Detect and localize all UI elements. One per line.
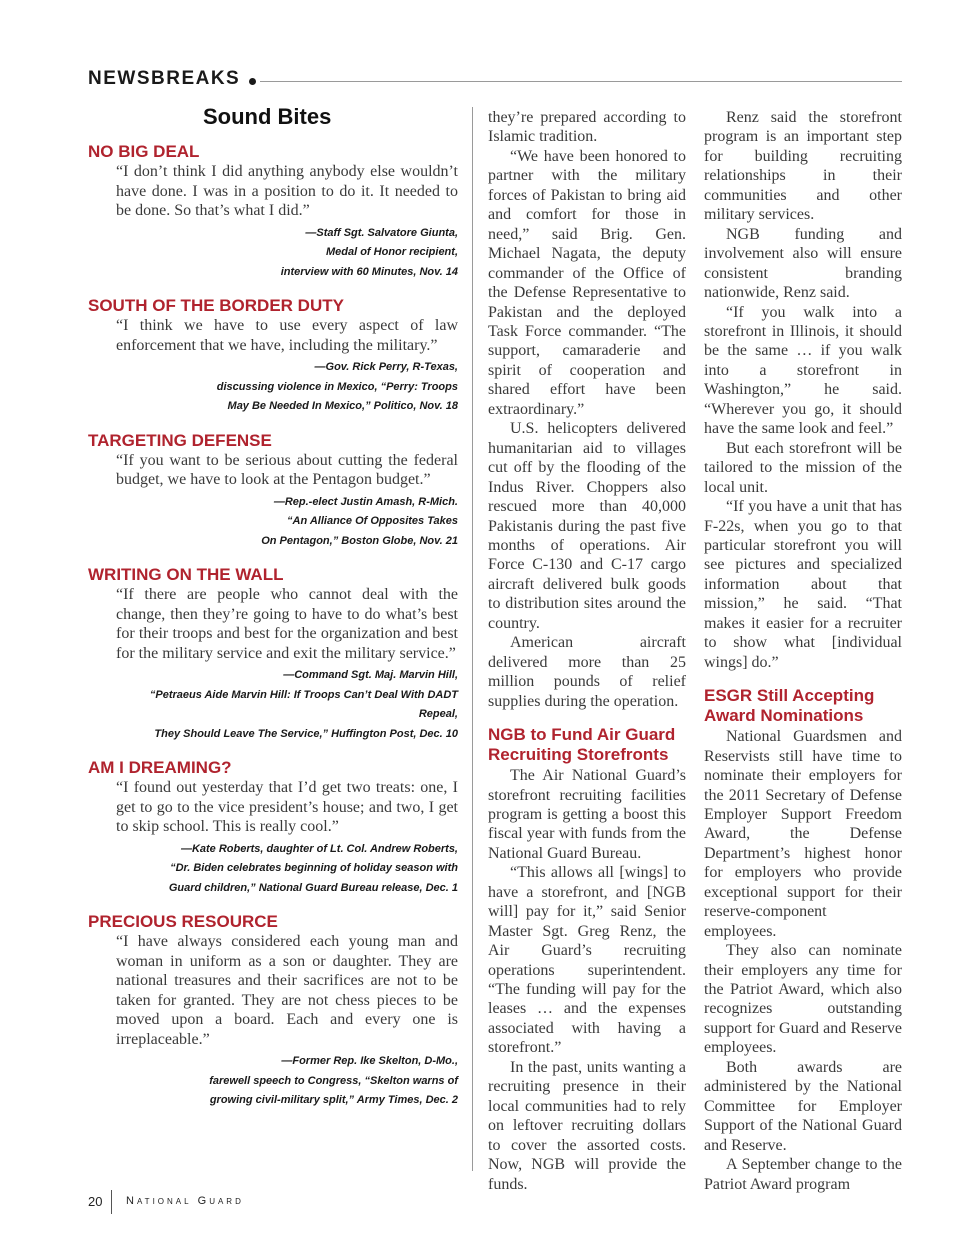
attribution-line: —Former Rep. Ike Skelton, D-Mo., — [281, 1055, 458, 1067]
attribution-line: On Pentagon,” Boston Globe, Nov. 21 — [261, 534, 458, 547]
sound-bite — [88, 431, 458, 552]
attribution-line: interview with 60 Minutes, Nov. 14 — [280, 265, 458, 278]
article-heading-storefronts: NGB to Fund Air Guard Recruiting Storefronts — [488, 725, 676, 764]
paragraph: But each storefront will be tailored to the mission of the local unit. — [704, 439, 902, 496]
sound-bite — [88, 296, 458, 417]
sound-bite — [88, 142, 458, 282]
bite-attribution — [116, 666, 458, 744]
attribution-line: They Should Leave The Service,” Huffington Post, Dec. 10 — [154, 727, 458, 740]
article-heading-esgr: ESGR Still Accepting Award Nominations — [704, 686, 875, 725]
footer-divider — [111, 1190, 112, 1214]
pakistan-article-continued — [488, 108, 686, 711]
paragraph: they’re prepared according to Islamic tradition. — [488, 109, 686, 146]
bite-quote: “I don’t think I did anything anybody else wouldn’t have done. I was in a position to do it. It needed to be done. So that’s what I did.” — [116, 163, 458, 219]
attribution-line: farewell speech to Congress, “Skelton warns of — [209, 1074, 458, 1087]
bite-heading: PRECIOUS RESOURCE — [88, 912, 278, 931]
paragraph: “This allows all [wings] to have a storefront, and [NGB will] pay for it,” said Senior Master Sgt. Greg Renz, the Air Guard’s recruiting operations superintendent. “The funding will pay for the leases … and the expenses associated with having a storefront.” — [488, 864, 686, 1057]
bite-heading: SOUTH OF THE BORDER DUTY — [88, 296, 344, 315]
publication-name: National Guard — [126, 1195, 244, 1207]
paragraph: NGB funding and involvement also will ensure consistent branding nationwide, Renz said. — [704, 225, 902, 302]
bite-quote: “I have always considered each young man and woman in uniform as a son or daughter. They are national treasures and their sacrifices are not to be taken for granted. They are not chess pieces to be moved upon a board. Each and every one is irreplaceable.” — [116, 933, 458, 1048]
bite-quote: “If you want to be serious about cutting the federal budget, we have to look at the Pentagon budget.” — [116, 451, 458, 488]
paragraph: American aircraft delivered more than 25 million pounds of relief supplies during the operation. — [488, 634, 686, 710]
attribution-line: —Kate Roberts, daughter of Lt. Col. Andrew Roberts, — [180, 842, 458, 855]
bite-attribution — [116, 493, 458, 552]
bite-attribution — [116, 1052, 458, 1111]
paragraph: U.S. helicopters delivered humanitarian aid to villages cut off by the flooding of the Indus River. Choppers also rescued more than 40,000 Pakistanis during the past five months of operations. Air Force C-130 and C-17 cargo aircraft delivered bulk goods to distribution sites around the country. — [488, 420, 686, 632]
sidebar-title: Sound Bites — [203, 104, 332, 129]
sound-bites-sidebar — [88, 104, 458, 1111]
paragraph: Renz said the storefront program is an important step for building recruiting relationships in their communities and other military services. — [704, 109, 902, 224]
storefronts-article-continued — [704, 108, 902, 672]
header-divider — [260, 81, 902, 82]
bite-attribution — [116, 358, 458, 417]
attribution-line: —Staff Sgt. Salvatore Giunta, — [305, 226, 458, 239]
bite-attribution — [116, 224, 458, 283]
attribution-line: —Rep.-elect Justin Amash, R-Mich. — [273, 495, 458, 508]
bite-heading: AM I DREAMING? — [88, 758, 232, 777]
column-divider — [472, 107, 473, 1171]
paragraph: They also can nominate their employers any time for the Patriot Award, which also recognizes outstanding support for Guard and Reserve employees. — [704, 942, 902, 1057]
bite-heading: TARGETING DEFENSE — [88, 430, 272, 450]
bite-quote: “I found out yesterday that I’d get two treats: one, I get to go to the vice president’s house; and two, I get to skip school. This is really cool.” — [116, 779, 458, 835]
paragraph: National Guardsmen and Reservists still have time to nominate their employers for the 2011 Secretary of Defense Employer Support Freedom Award, the Defense Department’s highest honor for employers who provide exceptional support for their reserve-component employees. — [704, 728, 902, 940]
attribution-line: Guard children,” National Guard Bureau release, Dec. 1 — [168, 881, 458, 894]
bullet-icon — [249, 78, 256, 85]
paragraph: “If you have a unit that has F-22s, when you go to that particular storefront you will see pictures and specialized information about that mission,” he said. “That makes it easier for a recruiter to show what [individual wings] do.” — [704, 498, 902, 671]
sound-bite — [88, 758, 458, 898]
paragraph: The Air National Guard’s storefront recruiting facilities program is getting a boost this fiscal year with funds from the National Guard Bureau. — [488, 767, 686, 862]
storefronts-article-body — [488, 766, 686, 1194]
paragraph: In the past, units wanting a recruiting presence in their local communities had to rely on leftover recruiting dollars to cover the assorted costs. Now, NGB will provide the funds. — [488, 1058, 686, 1193]
right-column — [704, 108, 902, 1194]
bite-quote: “I think we have to use every aspect of law enforcement that we have, including the military.” — [116, 317, 458, 354]
paragraph: “We have been honored to partner with the military forces of Pakistan to bring aid and comfort for those in need,” said Brig. Gen. Michael Nagata, the deputy commander of the Office of the Defense Representative to Pakistan and the deployed Task Force commander. “The support, camaraderie and spirit of cooperation and shared effort have been extraordinary.” — [488, 147, 686, 418]
sound-bite — [88, 912, 458, 1111]
paragraph: Both awards are administered by the National Committee for Employer Support of the National Guard and Reserve. — [704, 1058, 902, 1154]
paragraph: “If you walk into a storefront in Illinois, it should be the same … if you walk into a storefront in Washington,” he said. “Wherever you go, it should have the same look and feel.” — [704, 303, 902, 438]
bite-quote: “If there are people who cannot deal with the change, then they’re going to have to do what’s best for their troops and best for the organization and best for the military service and exit the military service.” — [116, 586, 458, 662]
attribution-line: —Command Sgt. Maj. Marvin Hill, — [283, 669, 458, 681]
bite-heading: WRITING ON THE WALL — [88, 565, 284, 584]
attribution-line: growing civil-military split,” Army Times, Dec. 2 — [209, 1094, 458, 1106]
middle-column — [488, 108, 686, 1194]
attribution-line: discussing violence in Mexico, “Perry: Troops — [216, 380, 458, 393]
esgr-article-body — [704, 727, 902, 1194]
attribution-line: “Petraeus Aide Marvin Hill: If Troops Can’t Deal With DADT Repeal, — [149, 688, 458, 720]
bite-attribution — [116, 840, 458, 899]
bite-heading: NO BIG DEAL — [88, 142, 200, 161]
attribution-line: —Gov. Rick Perry, R-Texas, — [314, 361, 458, 373]
bite-list — [88, 142, 458, 1111]
section-title: NEWSBREAKS — [88, 68, 241, 89]
attribution-line: May Be Needed In Mexico,” Politico, Nov. 18 — [227, 400, 458, 412]
paragraph: A September change to the Patriot Award program — [704, 1156, 902, 1193]
attribution-line: “Dr. Biden celebrates beginning of holiday season with — [170, 862, 458, 874]
attribution-line: Medal of Honor recipient, — [325, 246, 458, 258]
attribution-line: “An Alliance Of Opposites Takes — [287, 515, 458, 527]
page-number: 20 — [88, 1194, 103, 1209]
sound-bite — [88, 565, 458, 744]
